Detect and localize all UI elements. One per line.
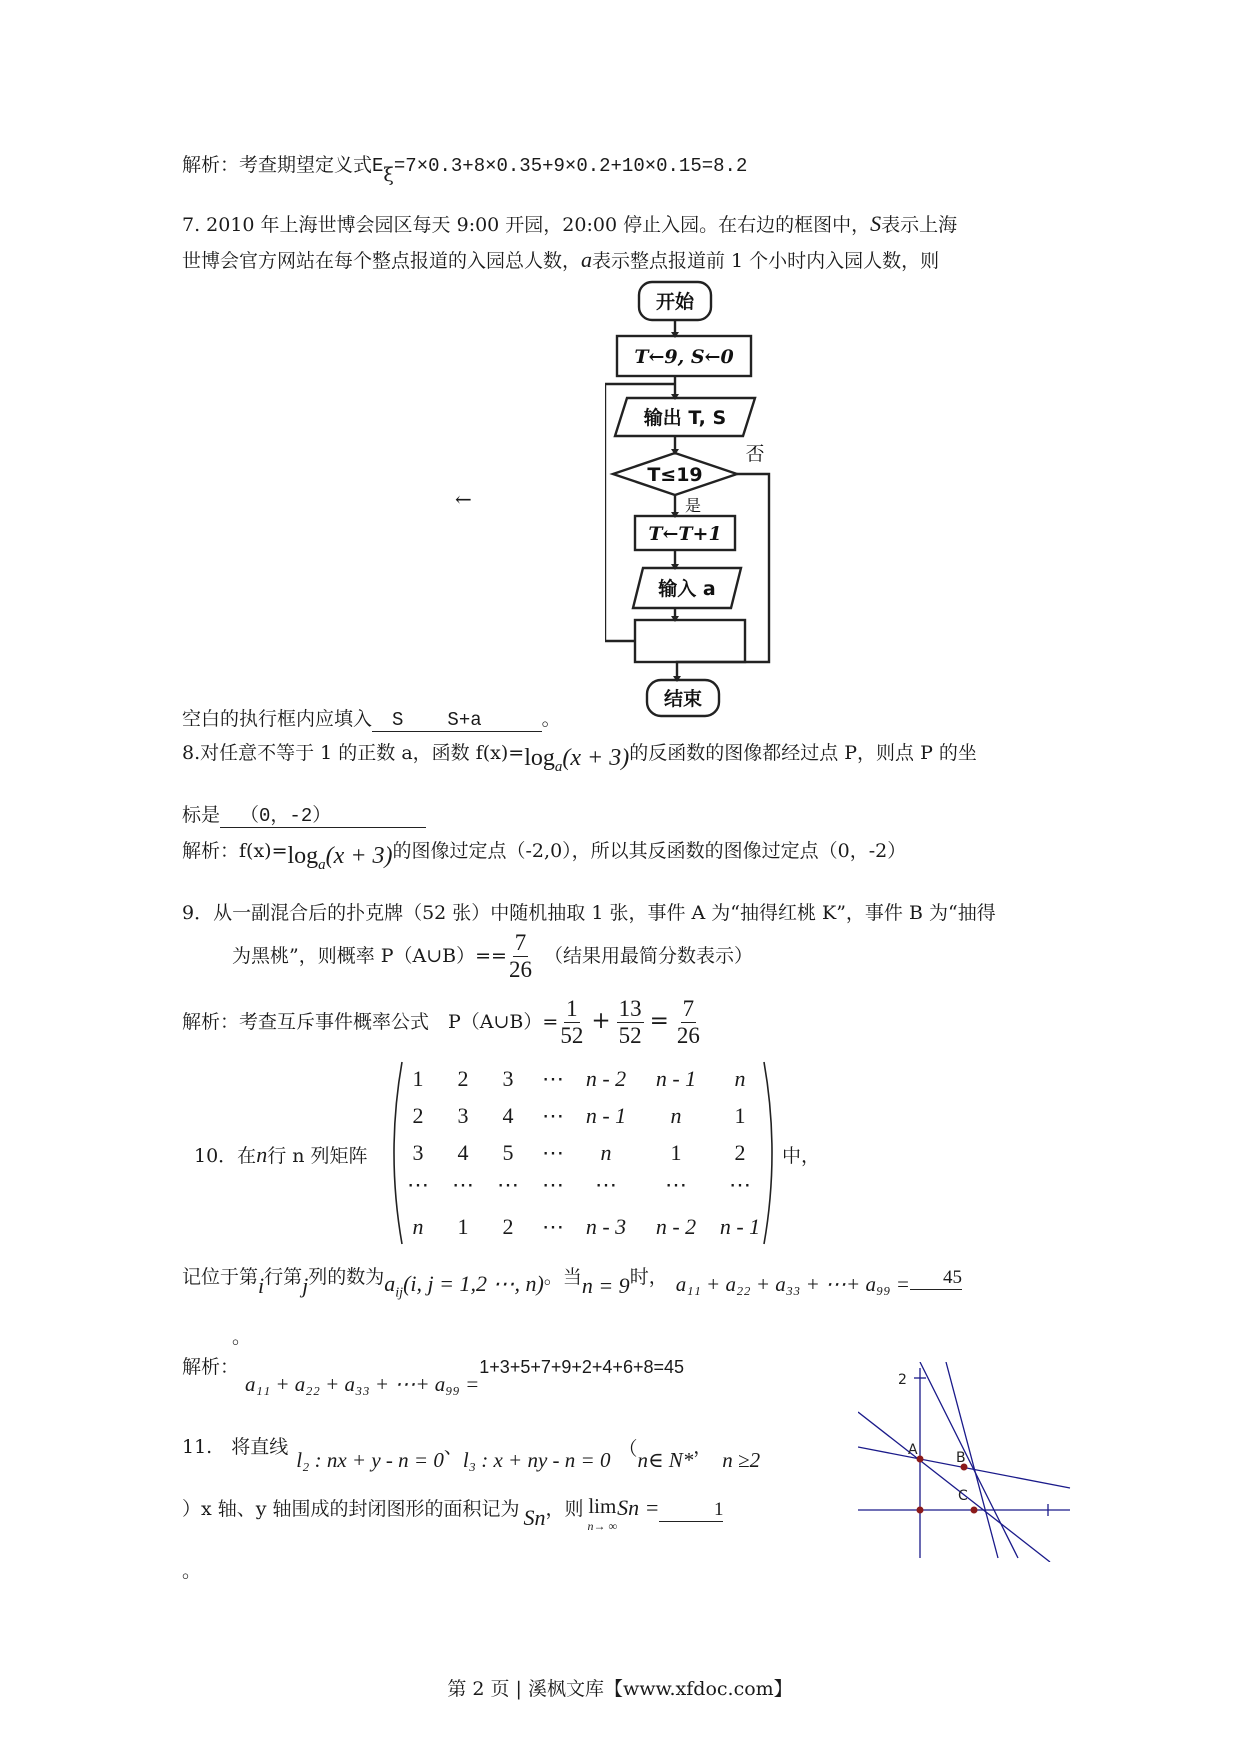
matrix-cell: n - 2 [655,1214,697,1239]
q10-analysis: 解析：a₁₁ + a₂₂ + a₃₃ + ⋯+ a₉₉ =1+3+5+7+9+2+4+6+8=45 [182,1356,685,1396]
flowchart [605,278,795,728]
flow-init-label: T←9, S←0 [634,346,734,368]
matrix-cell: ⋯ [542,1214,564,1239]
q10-period: 。 [232,1326,252,1348]
matrix-cell: ⋯ [665,1172,687,1197]
graph-label-b: B [956,1450,966,1466]
matrix-cell: 1 [734,1103,746,1128]
graph-y-tick: 2 [898,1372,907,1388]
q11-period: 。 [182,1560,202,1582]
matrix-cell: n - 2 [585,1066,627,1091]
matrix-cell: 1 [670,1140,682,1165]
matrix [388,1066,772,1246]
q8-analysis: 解析：$f(x)=\log_a(x + 3)$的图像过定点（-2,0），所以其反函数的图像过定点（0，-2） [182,840,907,873]
flow-end-label: 结束 [663,688,703,710]
q11-line2: ）x 轴、y 轴围成的封闭图形的面积记为 Sn，则 lim n→ ∞ Sn = 1 [182,1494,724,1533]
q10-line2: 记位于第i行第j列的数为$a_{ij}(i$, j = 1,2 ⋯, n)。当n = 9时， a₁₁ + a₂₂ + a₃₃ + ⋯+ a₉₉ = 45 [182,1266,962,1301]
matrix-right-paren [758,1058,784,1248]
q7-answer: 空白的执行框内应填入 S S+a 。 [182,708,561,731]
left-arrow: ← [455,487,472,511]
q8-answer: 标是 （0，-2） [182,800,426,828]
matrix-cell: n - 3 [585,1214,627,1239]
flow-input-label: 输入 a [658,578,716,600]
matrix-cell: 3 [502,1066,514,1091]
graph-label-c: C [958,1488,968,1504]
matrix-cell: n - 1 [719,1214,761,1239]
q7-line2: 世博会官方网站在每个整点报道的入园总人数，a表示整点报道前 1 个小时内入园人数，则 [182,247,940,272]
matrix-cell: ⋯ [542,1140,564,1165]
flow-start-label: 开始 [655,291,695,313]
matrix-cell: ⋯ [729,1172,751,1197]
matrix-cell: ⋯ [407,1172,429,1197]
flow-increment-label: T←T+1 [648,523,722,545]
flow-no-label: 否 [745,443,765,465]
q7-line1: 7. 2010 年上海世博会园区每天 9:00 开园，20:00 停止入园。在右边的框图中，S表示上海 [182,211,958,236]
q8-line1: 8.对任意不等于 1 的正数 a，函数 $f(x)=\log_a(x + 3)$的反函数的图像都经过点 P，则点 P 的坐 [182,742,977,775]
matrix-cell: n - 1 [655,1066,697,1091]
q9-line1: 9．从一副混合后的扑克牌（52 张）中随机抽取 1 张，事件 A 为“抽得红桃 K”，事件 B 为“抽得 [182,902,996,924]
flow-yes-label: 是 [684,496,702,515]
matrix-cell: ⋯ [542,1172,564,1197]
matrix-cell: 2 [457,1066,469,1091]
q11-graph [858,1362,1072,1562]
graph-label-a: A [908,1442,918,1458]
matrix-cell: 1 [412,1066,424,1091]
matrix-cell: ⋯ [542,1066,564,1091]
q6-analysis: 解析：考查期望定义式Eξ=7×0.3+8×0.35+9×0.2+10×0.15=8.2 [182,154,748,186]
matrix-cell: ⋯ [452,1172,474,1197]
q9-line2: 为黑桃”，则概率 P（A∪B）== $\frac{7}{26}$ （结果用最简分数表示） [232,930,753,983]
matrix-cell: 3 [457,1103,469,1128]
q10-suffix: 中， [782,1145,821,1167]
matrix-cell: n [734,1066,746,1091]
matrix-cell: n [600,1140,612,1165]
matrix-cell: 2 [412,1103,424,1128]
matrix-cell: 2 [734,1140,746,1165]
matrix-cell: ⋯ [497,1172,519,1197]
flow-blank-node [635,620,745,662]
matrix-cell: n - 1 [585,1103,627,1128]
matrix-cell: n [670,1103,682,1128]
matrix-cell: 4 [457,1140,469,1165]
matrix-cell: ⋯ [595,1172,617,1197]
matrix-cell: 3 [412,1140,424,1165]
matrix-cell: 4 [502,1103,514,1128]
q11-line1: 11. 将直线l₂ : nx + y - n = 0、l₃ : x + ny - n = 0 （n∈ N*，n ≥2 [182,1436,761,1472]
q10-prefix: 10．在n行 n 列矩阵 [194,1142,368,1167]
matrix-cell: ⋯ [542,1103,564,1128]
matrix-cell: n [412,1214,424,1239]
matrix-cell: 5 [502,1140,514,1165]
flow-output-label: 输出 T, S [643,407,727,429]
matrix-cell: 2 [502,1214,514,1239]
q9-analysis: 解析：考查互斥事件概率公式 P（A∪B）= $\frac{1}{52}$ + $\frac{13}{52}$ = $\frac{7}{26}$ [182,996,700,1049]
page-footer: 第 2 页 | 溪枫文库【www.xfdoc.com】 [447,1678,793,1700]
matrix-cell: 1 [457,1214,469,1239]
flow-condition-label: T≤19 [647,464,703,486]
